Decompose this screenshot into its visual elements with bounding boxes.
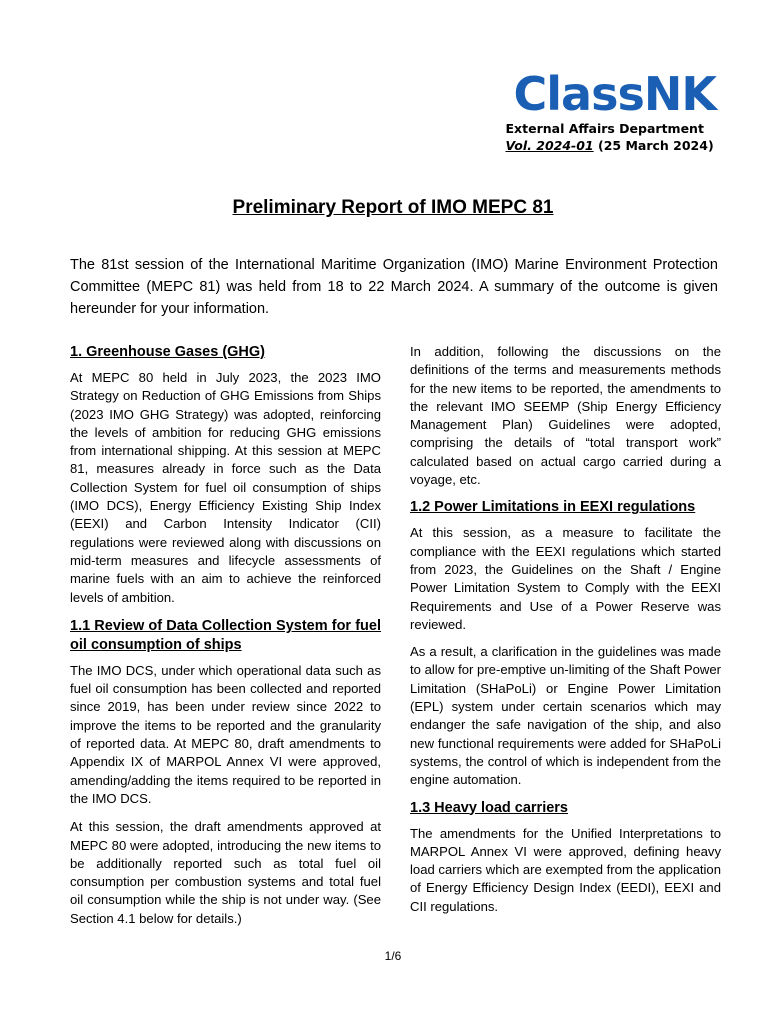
classnk-logo: ClassNK bbox=[513, 67, 716, 121]
department-name: External Affairs Department bbox=[505, 121, 704, 136]
volume-line bbox=[506, 137, 716, 154]
right-column bbox=[410, 343, 721, 925]
left-column bbox=[70, 343, 381, 938]
section-heading-eexi: 1.2 Power Limitations in EEXI regulations bbox=[410, 499, 696, 516]
section-heading-dcs: 1.1 Review of Data Collection System for fuel oil consumption of ships bbox=[70, 617, 381, 653]
section-paragraph: As a result, a clarification in the guidelines was made to allow for pre-emptive un-limiting of the Shaft Power Limitation (SHaPoLi) or Engine Power Limitation (EPL) system under certain scenarios which may endanger the safe navigation of the ship, and also new functional requirements were added for SHaPoLi systems, the control of which is independent from the engine automation. bbox=[410, 644, 721, 788]
volume-number: Vol. 2024-01 bbox=[505, 138, 594, 153]
intro-paragraph: The 81st session of the International Maritime Organization (IMO) Marine Environment Protection Committee (MEPC 81) was held from 18 to 22 March 2024. A summary of the outcome is given hereunder for your information. bbox=[70, 257, 718, 317]
section-paragraph: The IMO DCS, under which operational data such as fuel oil consumption has been collected and reported since 2019, has been under review since 2022 to improve the items to be reported and the granularity of reported data. At MEPC 80, draft amendments to Appendix IX of MARPOL Annex VI were approved, amending/adding the items required to be reported in the IMO DCS. bbox=[70, 662, 381, 806]
page-number: 1/6 bbox=[384, 949, 402, 963]
document-header bbox=[505, 67, 716, 154]
section-paragraph: At MEPC 80 held in July 2023, the 2023 IMO Strategy on Reduction of GHG Emissions from Ships (2023 IMO GHG Strategy) was adopted, reinforcing the levels of ambition for reducing GHG emissions from international shipping. At this session at MEPC 81, measures already in force such as the Data Collection System for fuel oil consumption of ships (IMO DCS), Energy Efficiency Existing Ship Index (EEXI) and Carbon Intensity Indicator (CII) regulations were reviewed along with discussions on mid-term measures and lifecycle assessments of marine fuels with an aim to achieve the reinforced levels of ambition. bbox=[70, 370, 381, 605]
section-paragraph: At this session, the draft amendments approved at MEPC 80 were adopted, introducing the new items to be additionally reported such as total fuel oil consumption per combustion systems and total fuel oil consumption while the ship is not under way. (See Section 4.1 below for details.) bbox=[70, 819, 381, 926]
section-heading-heavy-load: 1.3 Heavy load carriers bbox=[410, 799, 568, 816]
section-heading-ghg: 1. Greenhouse Gases (GHG) bbox=[70, 344, 266, 360]
page-title: Preliminary Report of IMO MEPC 81 bbox=[232, 197, 554, 218]
section-paragraph: In addition, following the discussions on the definitions of the terms and measurements methods for the new items to be reported, the amendments to the relevant IMO SEEMP (Ship Energy Efficiency Management Plan) Guidelines were adopted, comprising the details of “total transport work” calculated based on actual cargo carried during a voyage, etc. bbox=[410, 344, 721, 488]
section-paragraph: The amendments for the Unified Interpretations to MARPOL Annex VI were approved, defining heavy load carriers which are exempted from the application of Energy Efficiency Design Index (EEDI), EEXI and CII regulations. bbox=[410, 825, 721, 914]
section-paragraph: At this session, as a measure to facilitate the compliance with the EEXI regulations which started from 2023, the Guidelines on the Shaft / Engine Power Limitation System to Comply with the EEXI Requirements and Use of a Power Reserve was reviewed. bbox=[410, 525, 721, 632]
issue-date: (25 March 2024) bbox=[598, 138, 714, 153]
